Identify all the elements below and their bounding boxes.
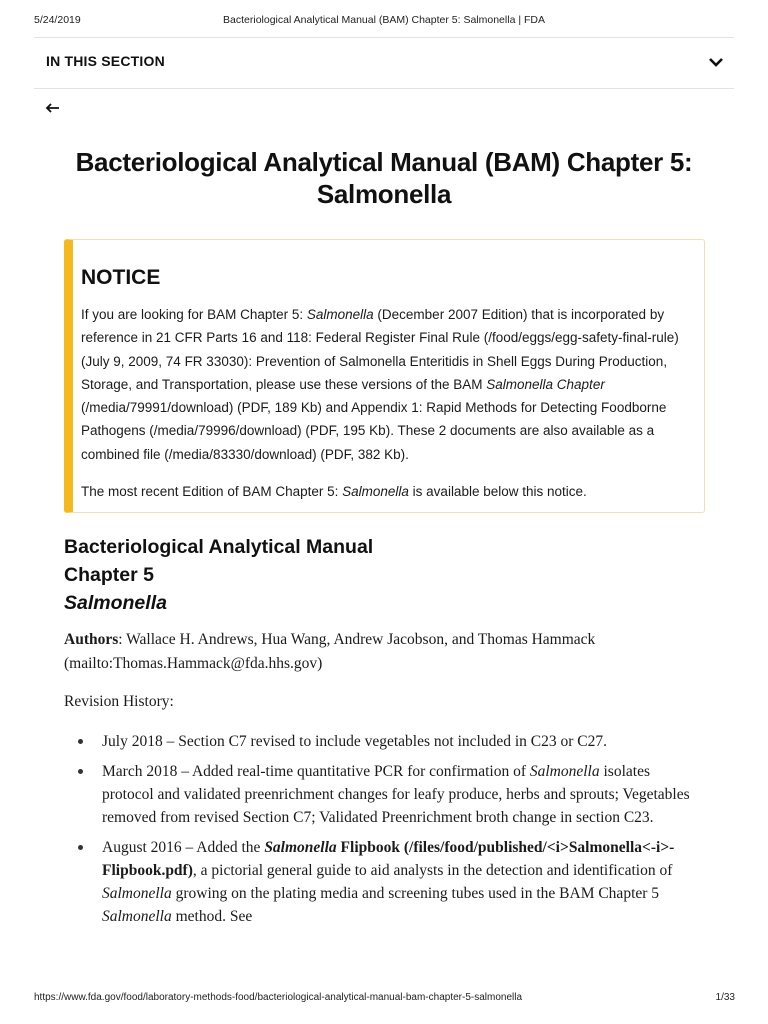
back-arrow-icon[interactable] (44, 101, 60, 115)
notice-text: The most recent Edition of BAM Chapter 5: (81, 484, 343, 499)
list-item-text: , a pictorial general guide to aid analysts in the detection and identification of (192, 862, 673, 879)
notice-text-italic: Salmonella (306, 307, 374, 322)
list-item (64, 836, 704, 928)
page-title: Bacteriological Analytical Manual (BAM) Chapter 5: Salmonella (75, 147, 693, 209)
list-item-text-italic: Salmonella (529, 763, 600, 780)
list-item-text: August 2016 – Added the (102, 839, 265, 856)
notice-footnote (81, 482, 681, 502)
notice-link-text[interactable]: (/media/79991/download) (PDF, 189 Kb) and Appendix 1: Rapid Methods for Detecting Foodborne Pathogens (/media/79996/download) (PDF, 195 Kb). These 2 documents are also available as a combined file (/media/83330/download) (PDF, 382 Kb). (81, 400, 667, 462)
print-footer (0, 992, 768, 1006)
revision-history-heading: Revision History: (64, 693, 174, 710)
list-item (64, 760, 704, 829)
list-item-text: method. See (171, 908, 253, 925)
notice-link-text[interactable]: (December 2007 Edition) that is incorporated by reference in 21 CFR Parts 16 and 118: Federal Register Final Rule (/food/eggs/egg-safety-final-rule) (July 9, 2009, 74 FR 33030): Prevention of Salmonella Enteritidis in Shell Eggs During Production, Storage, and Transportation, please use these versions of the BAM (81, 307, 679, 392)
page-number: 1/33 (715, 992, 735, 1003)
list-item-text: isolates protocol and validated preenrichment changes for leafy produce, herbs and sprouts; Vegetables removed from revised Section C7; Validated Preenrichment broth change in section C23. (102, 763, 690, 826)
manual-heading-line: Chapter 5 (64, 564, 154, 586)
notice-text-italic[interactable]: Salmonella Chapter (486, 376, 605, 392)
list-item-text: March 2018 – Added real-time quantitative PCR for confirmation of (102, 763, 530, 780)
list-item-text-italic: Salmonella (102, 908, 172, 925)
in-this-section-label: IN THIS SECTION (46, 53, 165, 69)
authors (64, 628, 704, 676)
manual-heading (64, 533, 373, 617)
notice-text: is available below this notice. (408, 484, 587, 499)
authors-label: Authors (64, 631, 119, 648)
chevron-down-icon[interactable] (708, 54, 724, 70)
manual-heading-line: Bacteriological Analytical Manual (64, 536, 374, 558)
notice-text-italic: Salmonella (342, 484, 409, 499)
list-item-text-italic: Salmonella (102, 885, 172, 902)
list-item-text: July 2018 – Section C7 revised to include vegetables not included in C23 or C27. (102, 733, 607, 750)
print-header (0, 14, 768, 30)
revision-list (64, 730, 704, 935)
print-date: 5/24/2019 (34, 14, 81, 26)
authors-text[interactable]: : Wallace H. Andrews, Hua Wang, Andrew Jacobson, and Thomas Hammack (mailto:Thomas.Hammack@fda.hhs.gov) (64, 631, 596, 672)
print-url: https://www.fda.gov/food/laboratory-methods-food/bacteriological-analytical-manual-bam-chapter-5-salmonella (34, 992, 523, 1003)
notice-heading: NOTICE (81, 266, 161, 289)
print-title: Bacteriological Analytical Manual (BAM) Chapter 5: Salmonella | FDA (223, 14, 545, 26)
list-item (64, 730, 704, 753)
flipbook-link[interactable]: Flipbook (/files/food/published/<i>Salmonella<-i>-Flipbook.pdf) (102, 839, 675, 879)
notice-box (64, 239, 705, 513)
flipbook-link-italic[interactable]: Salmonella (264, 839, 337, 856)
list-item-text: growing on the plating media and screening tubes used in the BAM Chapter 5 (171, 885, 660, 902)
notice-text: If you are looking for BAM Chapter 5: (81, 307, 307, 322)
manual-heading-line: Salmonella (64, 592, 167, 614)
notice-paragraph (81, 303, 681, 466)
in-this-section-bar[interactable] (34, 37, 734, 89)
